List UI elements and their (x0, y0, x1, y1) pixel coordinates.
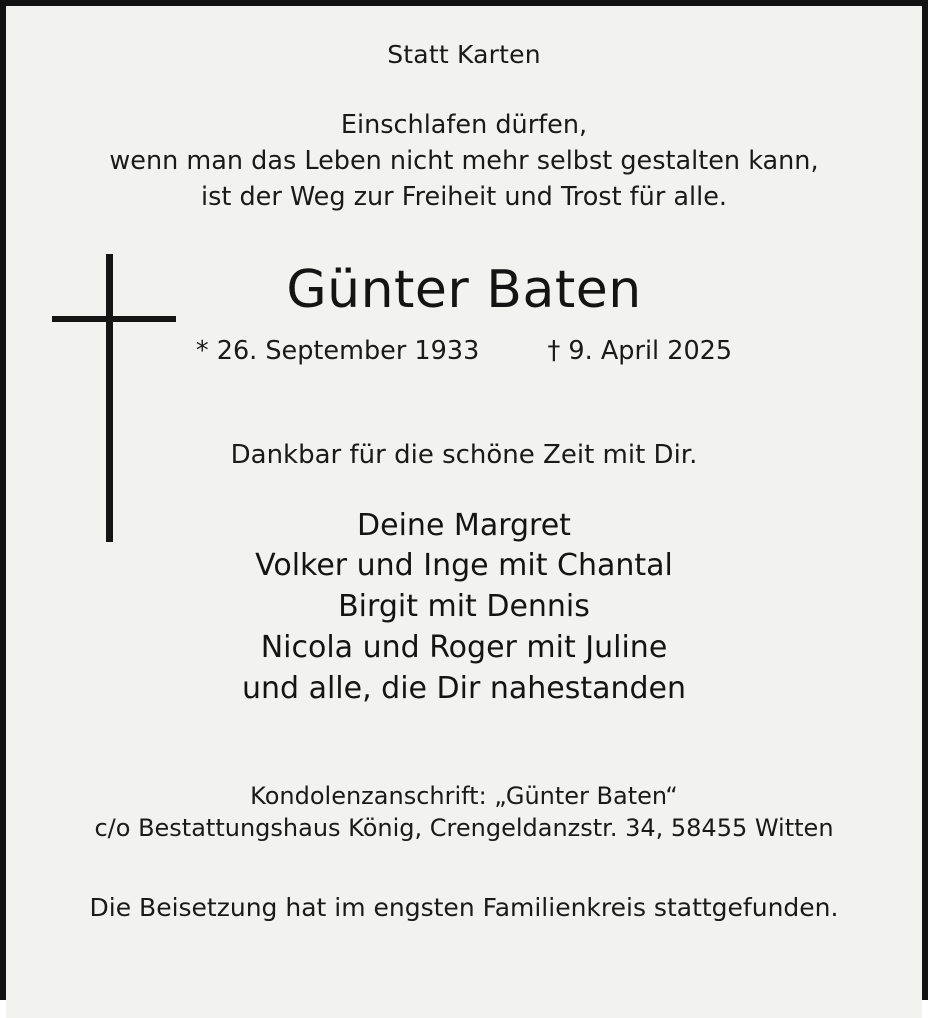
verse-line-3: ist der Weg zur Freiheit und Trost für alle. (201, 182, 727, 213)
family-line-5: und alle, die Dir nahestanden (241, 670, 687, 706)
address-line-2: c/o Bestattungshaus König, Crengeldanzstr. 34, 58455 Witten (94, 814, 834, 843)
family-line-3: Birgit mit Dennis (338, 589, 590, 625)
cross-icon (52, 254, 182, 544)
notice-inner (6, 40, 922, 1018)
cross-horizontal-bar (52, 316, 176, 322)
deceased-name: Günter Baten (286, 259, 642, 320)
death-date: † 9. April 2025 (547, 335, 733, 366)
address-line-1: Kondolenzanschrift: „Günter Baten“ (250, 781, 678, 810)
statt-karten-line: Statt Karten (387, 40, 541, 69)
funeral-note: Die Beisetzung hat im engsten Familienkreis stattgefunden. (89, 892, 839, 922)
verse-block (6, 107, 922, 216)
condolence-address (6, 780, 922, 845)
family-line-2: Volker und Inge mit Chantal (255, 548, 673, 584)
family-line-4: Nicola und Roger mit Juline (260, 630, 668, 665)
verse-line-1: Einschlafen dürfen, (340, 110, 588, 140)
family-line-1: Deine Margret (357, 507, 571, 543)
thanks-line: Dankbar für die schöne Zeit mit Dir. (230, 439, 698, 470)
birth-date: * 26. September 1933 (195, 335, 480, 366)
verse-line-2: wenn man das Leben nicht mehr selbst gestalten kann, (109, 146, 819, 177)
cross-vertical-bar (106, 254, 113, 542)
